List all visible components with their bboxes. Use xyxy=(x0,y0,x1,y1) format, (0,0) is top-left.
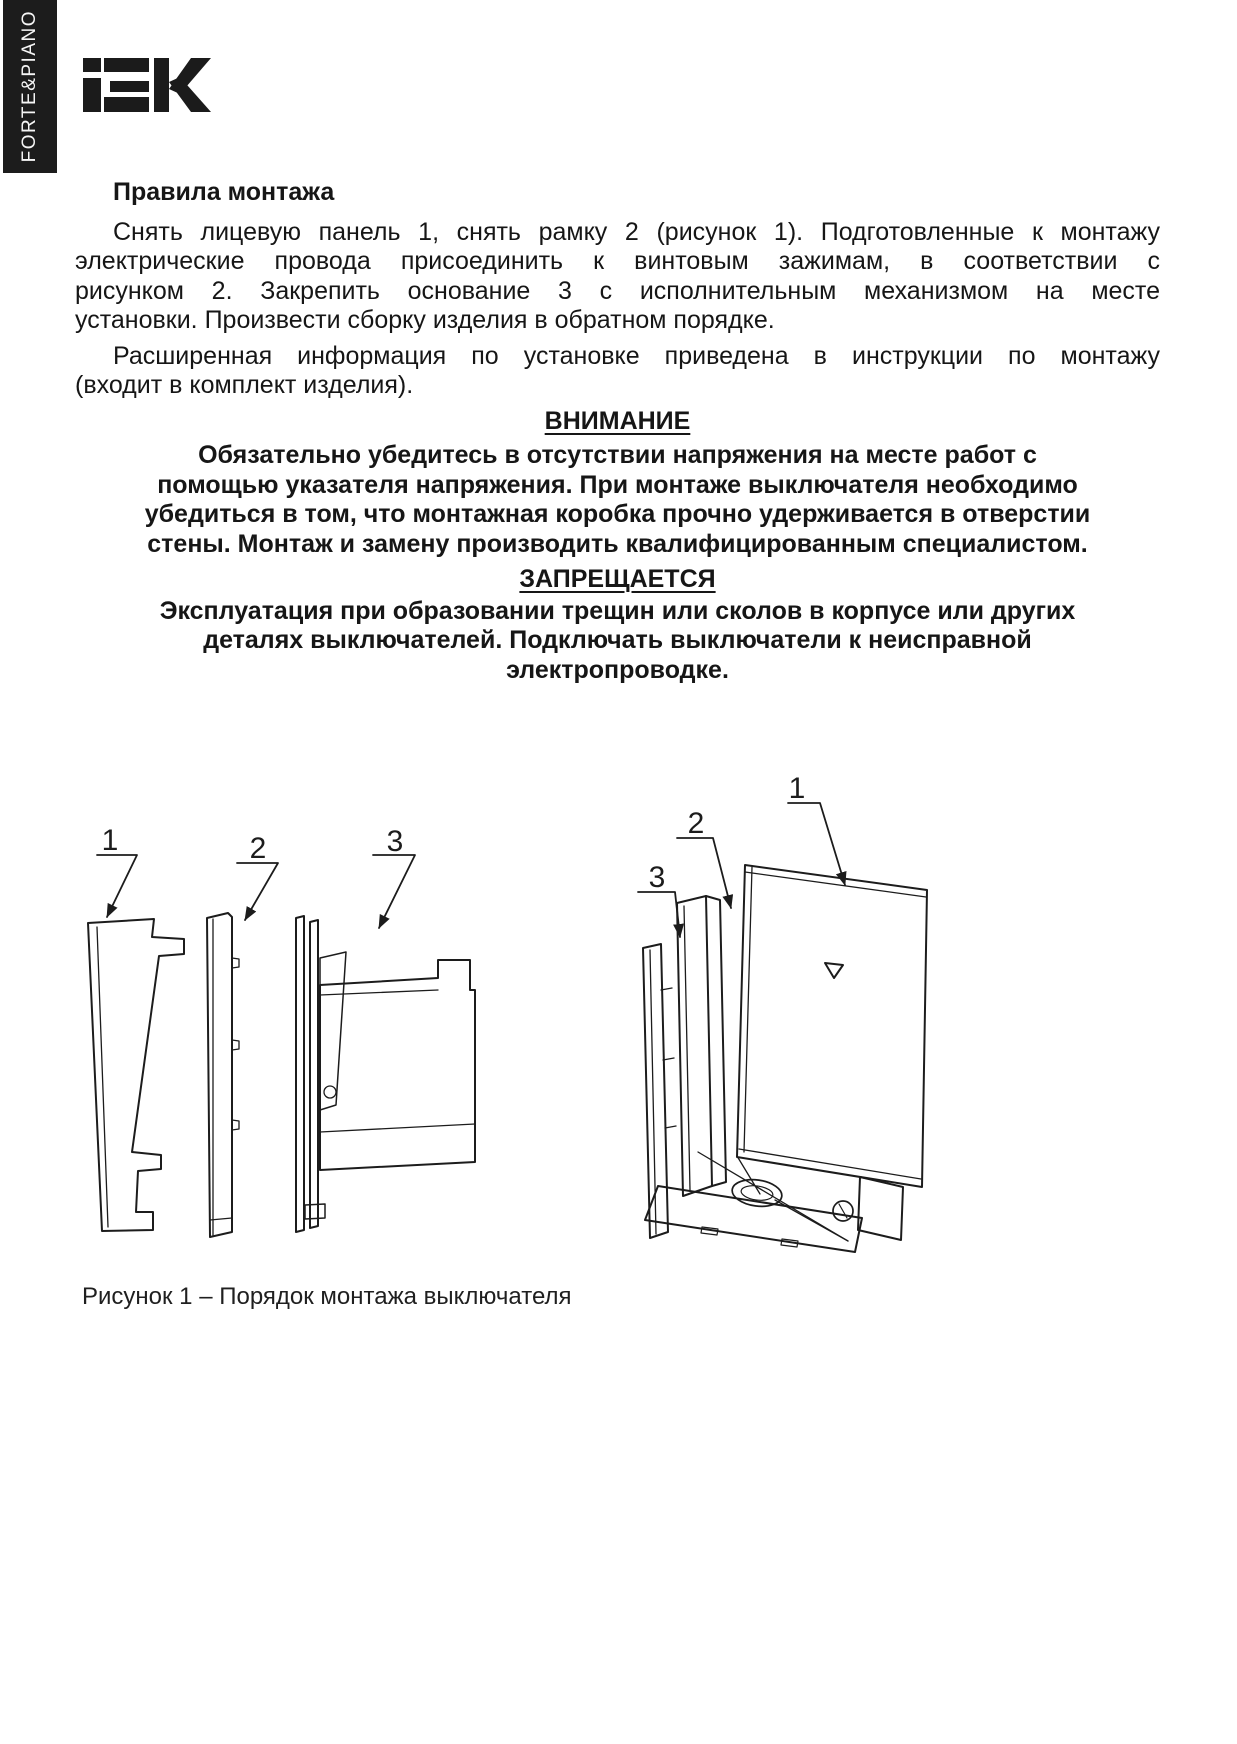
side-view-base-mechanism xyxy=(296,916,475,1232)
text-line: стены. Монтаж и замену производить квалифицированным специалистом. xyxy=(147,529,1088,558)
text-line: электрические провода присоединить к винтовым зажимам, в соответствии с xyxy=(75,247,1160,275)
text-line: убедиться в том, что монтажная коробка прочно удерживается в отверстии xyxy=(144,500,1091,528)
forbidden-body xyxy=(75,597,1160,686)
text-line: электропроводке. xyxy=(506,655,729,684)
text-line: рисунком 2. Закрепить основание 3 с исполнительным механизмом на месте xyxy=(75,276,1160,305)
callout-label-right-3: 3 xyxy=(648,861,666,894)
attention-body xyxy=(75,441,1160,559)
text-line: помощью указателя напряжения. При монтаже выключателя необходимо xyxy=(157,470,1078,499)
iso-view-frame xyxy=(677,896,726,1196)
text-line: Снять лицевую панель 1, снять рамку 2 (рисунок 1). Подготовленные к монтажу xyxy=(113,217,1160,246)
text-line: (входит в комплект изделия). xyxy=(75,371,414,399)
callout-label-left-2: 2 xyxy=(249,832,267,865)
brand-sidebar-tab xyxy=(3,0,57,173)
callout-leaders-left xyxy=(97,824,415,928)
panel-triangle-marker xyxy=(825,963,843,978)
instruction-paragraph-2 xyxy=(75,342,1160,401)
iek-logo xyxy=(83,56,213,119)
text-line: установки. Произвести сборку изделия в обратном порядке. xyxy=(75,306,775,334)
page-title: Правила монтажа xyxy=(113,178,335,206)
text-line: Обязательно убедитесь в отсутствии напряжения на месте работ с xyxy=(198,441,1037,469)
callout-label-right-2: 2 xyxy=(687,807,705,840)
instruction-paragraph-1 xyxy=(75,218,1160,336)
attention-title: ВНИМАНИЕ xyxy=(544,406,691,435)
iso-view-face-panel xyxy=(737,865,927,1187)
figure-1-drawing xyxy=(60,690,1160,1260)
forbidden-title: ЗАПРЕЩАЕТСЯ xyxy=(519,565,716,593)
callout-label-left-1: 1 xyxy=(101,824,119,857)
figure-caption: Рисунок 1 – Порядок монтажа выключателя xyxy=(82,1283,572,1310)
callout-label-right-1: 1 xyxy=(788,772,806,805)
callout-leaders-right xyxy=(638,772,845,937)
side-view-frame xyxy=(207,913,239,1237)
iek-logo-graphic xyxy=(83,56,213,114)
document-body xyxy=(75,178,1160,685)
side-view-face-panel xyxy=(88,919,184,1231)
iso-view-base xyxy=(643,944,903,1252)
text-line: Эксплуатация при образовании трещин или сколов в корпусе или других xyxy=(159,596,1076,625)
brand-sidebar-label: FORTE&PIANO xyxy=(19,10,40,163)
callout-label-left-3: 3 xyxy=(386,825,404,858)
text-line: деталях выключателей. Подключать выключатели к неисправной xyxy=(203,626,1032,654)
text-line: Расширенная информация по установке приведена в инструкции по монтажу xyxy=(113,341,1160,370)
